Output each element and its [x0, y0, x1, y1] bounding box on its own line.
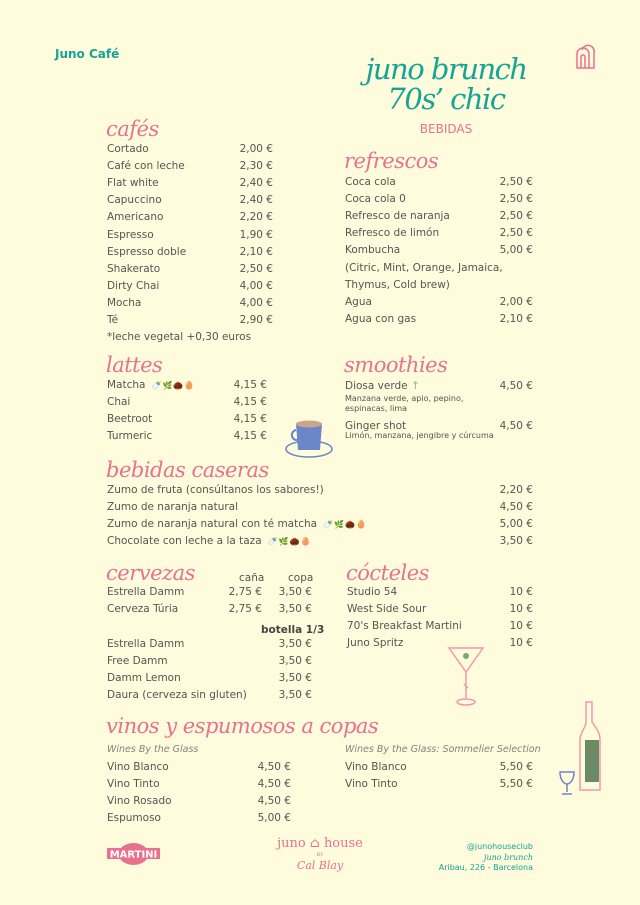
- heading-refrescos: refrescos: [344, 149, 439, 173]
- item-name: Flat white: [107, 176, 159, 189]
- item-price: 4,50 €: [257, 794, 291, 807]
- footer-brunch: juno brunch: [483, 852, 533, 862]
- item-name: Estrella Damm: [107, 637, 185, 650]
- social-handle: @junohouseclub: [466, 842, 533, 851]
- item-price: 2,20 €: [239, 211, 273, 224]
- footer-info: [400, 842, 533, 874]
- item-name: Vino Tinto: [345, 777, 398, 790]
- list-item: [107, 533, 533, 550]
- list-item: [107, 157, 273, 174]
- heading-smoothies: smoothies: [344, 353, 448, 377]
- item-price: 4,00 €: [239, 280, 273, 293]
- item-name: Mocha: [107, 297, 142, 310]
- wine-bottle-illustration-icon: [556, 700, 606, 804]
- heading-cervezas: cervezas: [106, 561, 195, 585]
- list-item: [345, 293, 533, 310]
- item-price: 2,10 €: [499, 313, 533, 326]
- item-price: 2,40 €: [239, 176, 273, 189]
- wines-right-list: [345, 758, 533, 792]
- brand-name: Juno Café: [55, 47, 120, 61]
- item-price: 4,15 €: [233, 395, 267, 408]
- list-item: [107, 226, 273, 243]
- item-description: Manzana verde, apio, pepino, espinacas, lima: [345, 394, 464, 414]
- list-item: [107, 498, 533, 515]
- house-icon: ⌂: [309, 836, 320, 851]
- wines-right-subheading: Wines By the Glass: Sommelier Selection: [345, 744, 541, 755]
- item-price: 3,50 €: [278, 689, 312, 702]
- item-price: 2,50 €: [499, 175, 533, 188]
- item-name: Chocolate con leche a la taza: [107, 535, 262, 548]
- item-price: 4,50 €: [499, 419, 533, 432]
- bottle-label: botella 1/3: [261, 624, 325, 636]
- heading-bebidas-caseras: bebidas caseras: [106, 458, 269, 482]
- list-item: [345, 259, 533, 276]
- dietary-icons: 🍼🌿🌰🥚: [323, 519, 367, 529]
- list-item: [107, 312, 273, 329]
- list-item: [107, 209, 273, 226]
- item-price: 2,90 €: [239, 314, 273, 327]
- dietary-icons: 🍼🌿🌰🥚: [151, 380, 196, 390]
- item-name: Thymus, Cold brew): [345, 278, 450, 291]
- item-price: 2,30 €: [239, 159, 273, 172]
- list-item: [345, 377, 533, 394]
- item-price: 10 €: [509, 602, 533, 615]
- logo-by: BY: [316, 852, 324, 858]
- item-price: 4,50 €: [257, 777, 291, 790]
- list-item: [345, 311, 533, 328]
- menu-title-line2: 70s’ chic: [387, 82, 505, 116]
- list-item: [345, 225, 533, 242]
- list-item: [345, 190, 533, 207]
- item-price: 2,00 €: [239, 142, 273, 155]
- item-name: Cerveza Túria: [107, 602, 179, 615]
- cafes-list: [107, 140, 273, 329]
- item-name: Café con leche: [107, 159, 185, 172]
- martini-glass-illustration-icon: [446, 644, 486, 712]
- smoothies-list: [345, 377, 533, 441]
- list-item: [345, 775, 533, 792]
- item-name: Vino Tinto: [107, 777, 160, 790]
- item-price: 5,00 €: [499, 244, 533, 257]
- list-item: [347, 600, 533, 617]
- heading-cafes: cafés: [106, 117, 159, 141]
- price-cana: 2,75 €: [228, 585, 262, 598]
- item-price: 2,50 €: [499, 227, 533, 240]
- item-name: Vino Blanco: [107, 760, 169, 773]
- list-item: [347, 583, 533, 600]
- list-item: [107, 410, 267, 427]
- coffee-cup-illustration-icon: [283, 418, 335, 464]
- logo-cal-blay: Cal Blay: [296, 859, 344, 872]
- item-name: Beetroot: [107, 412, 153, 425]
- item-name: Chai: [107, 395, 131, 408]
- list-item: [107, 635, 312, 652]
- item-name: Estrella Damm: [107, 585, 185, 598]
- list-item: [107, 278, 273, 295]
- list-item: [345, 758, 533, 775]
- item-price: 4,15 €: [233, 412, 267, 425]
- item-name: Coca cola 0: [345, 192, 406, 205]
- heading-vinos: vinos y espumosos a copas: [106, 714, 379, 738]
- item-price: 2,50 €: [239, 262, 273, 275]
- list-item: [347, 617, 533, 634]
- list-item: [107, 792, 291, 809]
- item-name: Refresco de naranja: [345, 209, 450, 222]
- martini-logo: [107, 843, 160, 865]
- leaf-icon: ↑: [410, 379, 420, 392]
- list-item: [107, 810, 291, 827]
- list-item: [107, 428, 267, 445]
- item-price: 1,90 €: [239, 228, 273, 241]
- item-price: 2,40 €: [239, 194, 273, 207]
- item-name: Vino Rosado: [107, 794, 172, 807]
- list-item: [107, 174, 273, 191]
- list-item: [107, 192, 273, 209]
- list-item: [347, 635, 533, 652]
- item-name: Damm Lemon: [107, 671, 181, 684]
- list-item: [345, 276, 533, 293]
- list-item: [107, 669, 312, 686]
- item-price: 2,10 €: [239, 245, 273, 258]
- logo-text-juno: juno: [277, 836, 306, 851]
- item-name: Refresco de limón: [345, 227, 440, 240]
- item-name: Diosa verde: [345, 379, 408, 392]
- col-copa: copa: [288, 572, 314, 584]
- list-item: [107, 583, 312, 600]
- item-name: Agua: [345, 295, 372, 308]
- item-name: Kombucha: [345, 244, 401, 257]
- item-price: 5,00 €: [257, 812, 291, 825]
- item-price: 3,50 €: [278, 654, 312, 667]
- item-price: 4,50 €: [257, 760, 291, 773]
- list-item: [107, 600, 312, 617]
- wines-left-subheading: Wines By the Glass: [107, 744, 199, 755]
- list-item: [107, 393, 267, 410]
- item-name: Espumoso: [107, 812, 161, 825]
- item-name: Free Damm: [107, 654, 168, 667]
- heading-cocteles: cócteles: [346, 561, 429, 585]
- item-name: (Citric, Mint, Orange, Jamaica,: [345, 261, 503, 274]
- bottle-beer-list: [107, 635, 312, 704]
- item-price: 3,50 €: [278, 637, 312, 650]
- item-name: Vino Blanco: [345, 760, 407, 773]
- item-price: 4,15 €: [233, 430, 267, 443]
- item-name: Espresso doble: [107, 245, 187, 258]
- wines-left-list: [107, 758, 291, 827]
- item-price: 5,00 €: [499, 517, 533, 530]
- list-item: [107, 481, 533, 498]
- juno-house-logo: [260, 836, 380, 872]
- heading-lattes: lattes: [106, 353, 163, 377]
- col-cana: caña: [239, 572, 265, 584]
- list-item: [107, 652, 312, 669]
- logo-text-house: house: [323, 836, 363, 851]
- item-price: 10 €: [509, 637, 533, 650]
- price-copa: 3,50 €: [278, 585, 312, 598]
- item-name: Dirty Chai: [107, 280, 160, 293]
- item-price: 3,50 €: [499, 535, 533, 548]
- item-price: 10 €: [509, 585, 533, 598]
- item-price: 4,50 €: [499, 500, 533, 513]
- svg-text:MARTINI: MARTINI: [109, 849, 158, 861]
- list-item: [107, 758, 291, 775]
- menu-subtitle: BEBIDAS: [419, 122, 473, 136]
- list-item: [107, 775, 291, 792]
- item-name: Zumo de fruta (consúltanos los sabores!): [107, 483, 324, 496]
- item-name: Agua con gas: [345, 313, 417, 326]
- refrescos-list: [345, 173, 533, 328]
- list-item: [107, 515, 533, 532]
- item-name: Cortado: [107, 142, 149, 155]
- item-name: West Side Sour: [347, 602, 427, 615]
- list-item: [345, 173, 533, 190]
- list-item: [107, 687, 312, 704]
- item-name: Té: [107, 314, 119, 327]
- item-price: 4,00 €: [239, 297, 273, 310]
- item-name: Capuccino: [107, 194, 162, 207]
- list-item: [345, 242, 533, 259]
- cocteles-list: [347, 583, 533, 652]
- item-description: Limón, manzana, jengibre y cúrcuma: [345, 431, 494, 441]
- footer-address: Aribau, 226 - Barcelona: [438, 863, 533, 872]
- dietary-icons: 🍼🌿🌰🥚: [267, 537, 312, 547]
- item-name: Juno Spritz: [347, 637, 404, 650]
- item-name: Shakerato: [107, 262, 161, 275]
- item-name: Zumo de naranja natural con té matcha: [107, 517, 318, 530]
- item-price: 4,50 €: [499, 379, 533, 392]
- item-price: 5,50 €: [499, 760, 533, 773]
- item-price: 5,50 €: [499, 777, 533, 790]
- item-name: Ginger shot: [345, 419, 407, 432]
- item-price: 2,50 €: [499, 192, 533, 205]
- juno-logo-icon: [575, 44, 597, 74]
- price-cana: 2,75 €: [228, 602, 262, 615]
- list-item: [107, 295, 273, 312]
- item-name: Turmeric: [107, 430, 153, 443]
- list-item: [345, 207, 533, 224]
- item-price: 2,50 €: [499, 209, 533, 222]
- item-price: 2,00 €: [499, 295, 533, 308]
- lattes-list: [107, 376, 267, 445]
- item-name: Matcha: [107, 378, 146, 391]
- menu-title-line1: juno brunch: [365, 52, 527, 86]
- item-name: Zumo de naranja natural: [107, 500, 239, 513]
- item-price: 10 €: [509, 619, 533, 632]
- item-price: 2,20 €: [499, 483, 533, 496]
- item-name: Coca cola: [345, 175, 396, 188]
- price-copa: 3,50 €: [278, 602, 312, 615]
- item-price: 3,50 €: [278, 671, 312, 684]
- item-name: Studio 54: [347, 585, 398, 598]
- list-item: [107, 376, 267, 393]
- item-name: Espresso: [107, 228, 154, 241]
- item-name: Daura (cerveza sin gluten): [107, 689, 247, 702]
- cafes-note: *leche vegetal +0,30 euros: [107, 331, 252, 343]
- list-item: [107, 140, 273, 157]
- item-name: Americano: [107, 211, 164, 224]
- item-price: 4,15 €: [233, 378, 267, 391]
- list-item: [107, 243, 273, 260]
- draft-beer-list: [107, 583, 312, 617]
- caseras-list: [107, 481, 533, 550]
- list-item: [107, 260, 273, 277]
- item-name: 70's Breakfast Martini: [347, 619, 462, 632]
